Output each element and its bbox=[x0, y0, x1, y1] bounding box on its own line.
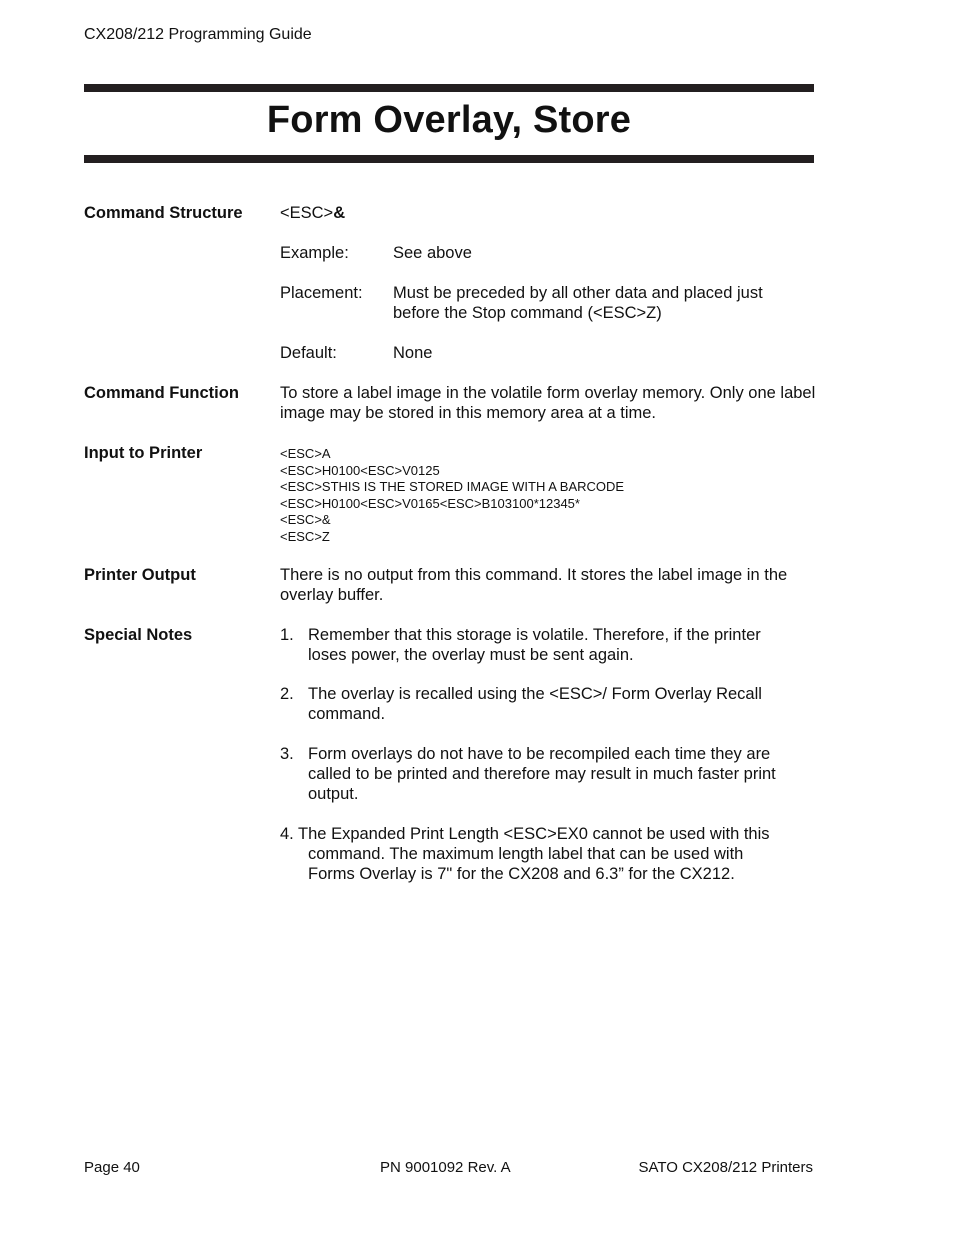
footer-part-number: PN 9001092 Rev. A bbox=[380, 1159, 511, 1176]
code-line: <ESC>H0100<ESC>V0125 bbox=[280, 462, 440, 478]
running-header: CX208/212 Programming Guide bbox=[84, 26, 312, 43]
note-item bbox=[280, 744, 820, 804]
command-prefix: <ESC> bbox=[280, 204, 334, 222]
placement-value: Must be preceded by all other data and placed just before the Stop command (<ESC>Z) bbox=[393, 284, 763, 322]
code-line: <ESC>STHIS IS THE STORED IMAGE WITH A BARCODE bbox=[280, 479, 625, 494]
example-label: Example: bbox=[280, 244, 349, 262]
example-value: See above bbox=[393, 244, 472, 262]
note-item bbox=[280, 625, 820, 665]
page-title: Form Overlay, Store bbox=[266, 99, 632, 141]
command-structure-value bbox=[280, 203, 345, 223]
code-line: <ESC>Z bbox=[280, 528, 330, 544]
note-first-line: 4. The Expanded Print Length <ESC>EX0 cannot be used with this bbox=[280, 825, 770, 843]
special-notes-label: Special Notes bbox=[84, 626, 193, 644]
command-function-label: Command Function bbox=[84, 384, 239, 402]
note-item bbox=[280, 824, 820, 884]
code-line: <ESC>A bbox=[280, 446, 331, 461]
footer-page: Page 40 bbox=[84, 1159, 140, 1176]
input-to-printer-label: Input to Printer bbox=[84, 444, 203, 462]
command-structure-label: Command Structure bbox=[84, 204, 243, 222]
note-text: Remember that this storage is volatile. Therefore, if the printer loses power, the overlay must be sent again. bbox=[308, 626, 761, 664]
input-code-block bbox=[280, 446, 624, 545]
printer-output-label: Printer Output bbox=[84, 566, 196, 584]
code-line: <ESC>H0100<ESC>V0165<ESC>B103100*12345* bbox=[280, 495, 580, 511]
note-continuation: command. The maximum length label that can be used with Forms Overlay is 7" for the CX208 and 6.3” for the CX212. bbox=[308, 845, 744, 883]
code-line: <ESC>& bbox=[280, 512, 331, 527]
default-value: None bbox=[393, 344, 433, 362]
note-text: Form overlays do not have to be recompiled each time they are called to be printed and therefore may result in much faster print output. bbox=[308, 745, 776, 803]
note-number: 3. bbox=[280, 745, 294, 763]
note-number: 2. bbox=[280, 685, 294, 703]
title-bottom-rule bbox=[84, 155, 814, 163]
printer-output-text: There is no output from this command. It stores the label image in the overlay buffer. bbox=[280, 566, 788, 604]
title-top-rule bbox=[84, 84, 814, 92]
command-function-text: To store a label image in the volatile form overlay memory. Only one label image may be stored in this memory area at a time. bbox=[280, 384, 816, 422]
placement-label: Placement: bbox=[280, 284, 363, 302]
default-label: Default: bbox=[280, 344, 337, 362]
note-item bbox=[280, 684, 820, 724]
command-char: & bbox=[333, 204, 346, 222]
note-text: The overlay is recalled using the <ESC>/ Form Overlay Recall command. bbox=[308, 685, 762, 723]
note-number: 1. bbox=[280, 626, 294, 644]
footer-product: SATO CX208/212 Printers bbox=[638, 1159, 813, 1176]
